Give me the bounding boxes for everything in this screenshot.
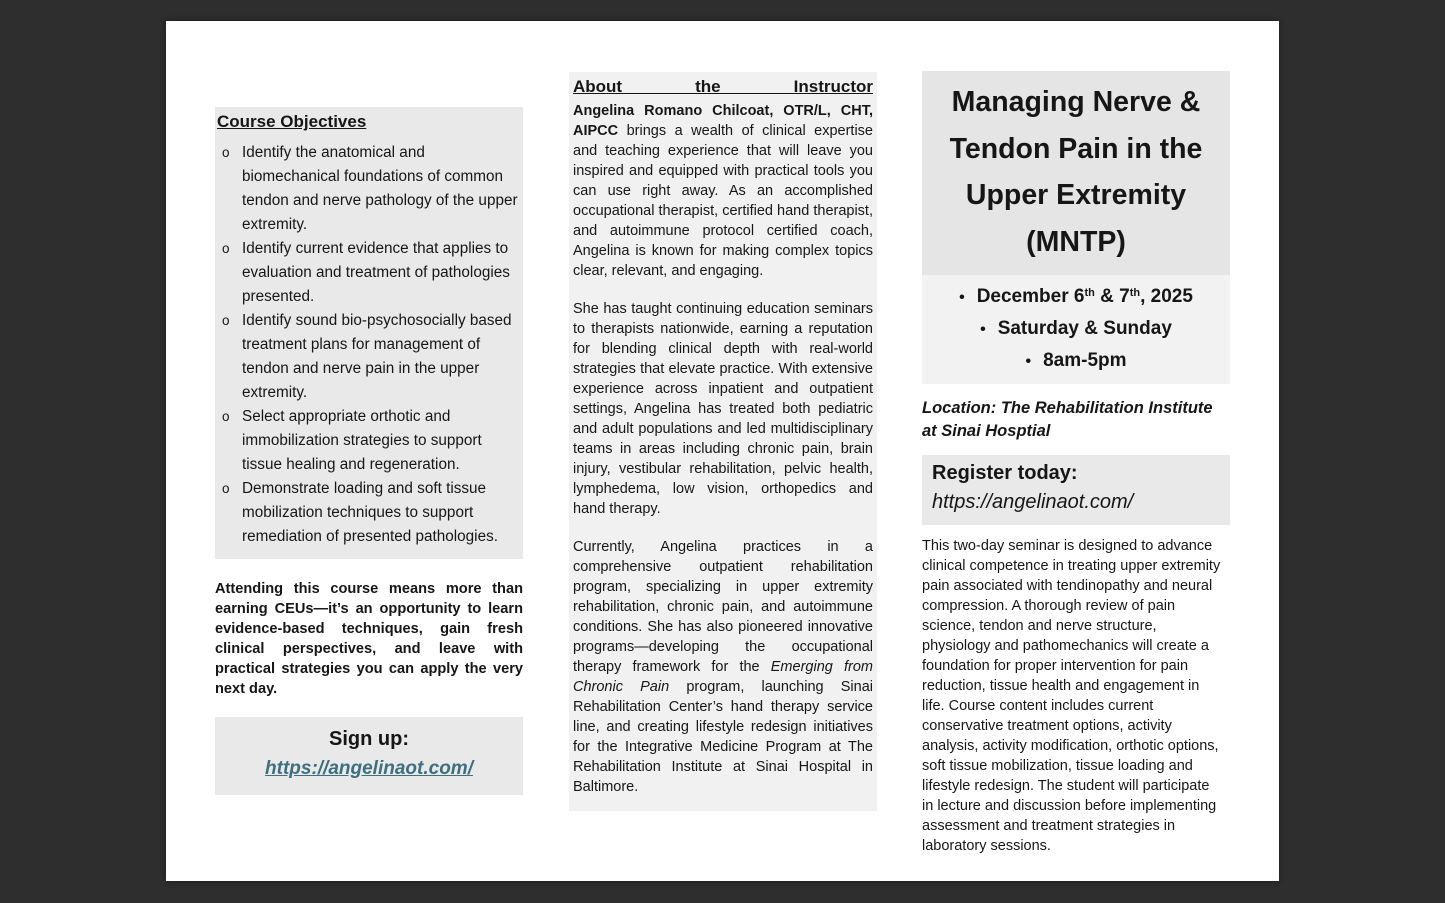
objective-text: Identify current evidence that applies to evaluation and treatment of pathologies presented. [242,240,510,305]
objective-item [215,477,523,549]
instructor-name: Angelina Romano Chilcoat, OTR/L, CHT, AIPCC [573,103,873,139]
date-text: & 7 [1094,286,1130,307]
instructor-paragraph-3-text-a: Currently, Angelina practices in a comprehensive outpatient rehabilitation program, specializing in upper extremity rehabilitation, chronic pain, and autoimmune conditions. She has also pioneered innovative programs—developing the occupational therapy framework for the [573,539,873,675]
instructor-paragraph-2: She has taught continuing education seminars to therapists nationwide, earning a reputation for blending clinical depth with real-world strategies that elevate practice. With extensive experience across inpatient and outpatient settings, Angelina has treated both pediatric and adult populations and led multidisciplinary teams in areas including chronic pain, brain injury, vestibular rehabilitation, pelvic health, lymphedema, low vision, orthopedics and hand therapy. [573,301,873,517]
objective-text: Identify sound bio-psychosocially based treatment plans for management of tendon and nerve pain in the upper extremity. [242,312,512,401]
signup-box [215,717,523,795]
date-text: , 2025 [1140,286,1193,307]
schedule-days [922,313,1230,345]
about-instructor-column [569,72,877,811]
objective-text: Select appropriate orthotic and immobilization strategies to support tissue healing and regeneration. [242,408,482,473]
bullet-circle-icon: o [222,145,230,160]
attending-note: Attending this course means more than earning CEUs—it’s an opportunity to learn evidence-based techniques, gain fresh clinical perspectives, and leave with practical strategies you can apply the very next day. [215,581,523,697]
objective-text: Identify the anatomical and biomechanical foundations of common tendon and nerve pathology of the upper extremity. [242,144,518,233]
register-box [922,455,1230,525]
bullet-circle-icon: o [222,313,230,328]
course-description: This two-day seminar is designed to advance clinical competence in treating upper extremity pain associated with tendinopathy and neural compression. A thorough review of pain science, tendon and nerve structure, physiology and pathomechanics will create a foundation for proper intervention for pain reduction, tissue health and engagement in life. Course content includes current conservative treatment options, activity analysis, activity modification, orthotic options, soft tissue mobilization, tissue loading and lifestyle redesign. The student will participate in lecture and discussion before implementing assessment and treatment strategies in laboratory sessions. [922,538,1221,854]
register-label: Register today: [932,462,1078,484]
instructor-paragraph-3-text-b: program, launching Sinai Rehabilitation Center’s hand therapy service line, and creating lifestyle redesign initiatives for the Integrative Medicine Program at The Rehabilitation Institute at Sinai Hospital in Baltimore. [573,679,873,795]
bullet-circle-icon: o [222,241,230,256]
bullet-circle-icon: o [222,481,230,496]
bullet-circle-icon: o [222,409,230,424]
schedule-box [922,275,1230,384]
instructor-paragraph-3 [572,537,874,797]
instructor-paragraph-1 [572,101,874,281]
objective-item [215,141,523,237]
ordinal-suffix: th [1129,287,1141,299]
bullet-dot-icon: • [1025,353,1032,370]
course-title: Managing Nerve & Tendon Pain in the Upper Extremity (MNTP) [922,71,1230,275]
time-text: 8am-5pm [1043,350,1127,371]
bullet-dot-icon: • [980,321,986,338]
course-objectives-block [215,107,523,559]
days-text: Saturday & Sunday [997,318,1172,339]
signup-label: Sign up: [329,728,409,750]
program-title-italic: Emerging from Chronic Pain [573,659,873,695]
left-column [215,107,523,795]
schedule-time [922,345,1230,377]
objective-item [215,309,523,405]
brochure-page [166,21,1279,881]
objective-item [215,405,523,477]
objective-text: Demonstrate loading and soft tissue mobilization techniques to support remediation of presented pathologies. [242,480,498,545]
instructor-paragraph-1-text: brings a wealth of clinical expertise and teaching experience that will leave you inspired and equipped with practical tools you can use right away. As an accomplished occupational therapist, certified hand therapist, and autoimmune protocol certified coach, Angelina is known for making complex topics clear, relevant, and engaging. [573,123,873,279]
location-text: Location: The Rehabilitation Institute at Sinai Hosptial [922,399,1213,440]
ordinal-suffix: th [1084,287,1095,299]
course-objectives-heading: Course Objectives [217,112,367,131]
bullet-dot-icon: • [959,289,965,306]
objective-item [215,237,523,309]
signup-link[interactable]: https://angelinaot.com/ [265,758,473,779]
date-text: December 6 [976,286,1085,307]
register-link[interactable]: https://angelinaot.com/ [932,491,1134,513]
about-instructor-heading: About the Instructor [573,77,873,96]
schedule-date [922,278,1230,313]
right-column [922,71,1230,856]
